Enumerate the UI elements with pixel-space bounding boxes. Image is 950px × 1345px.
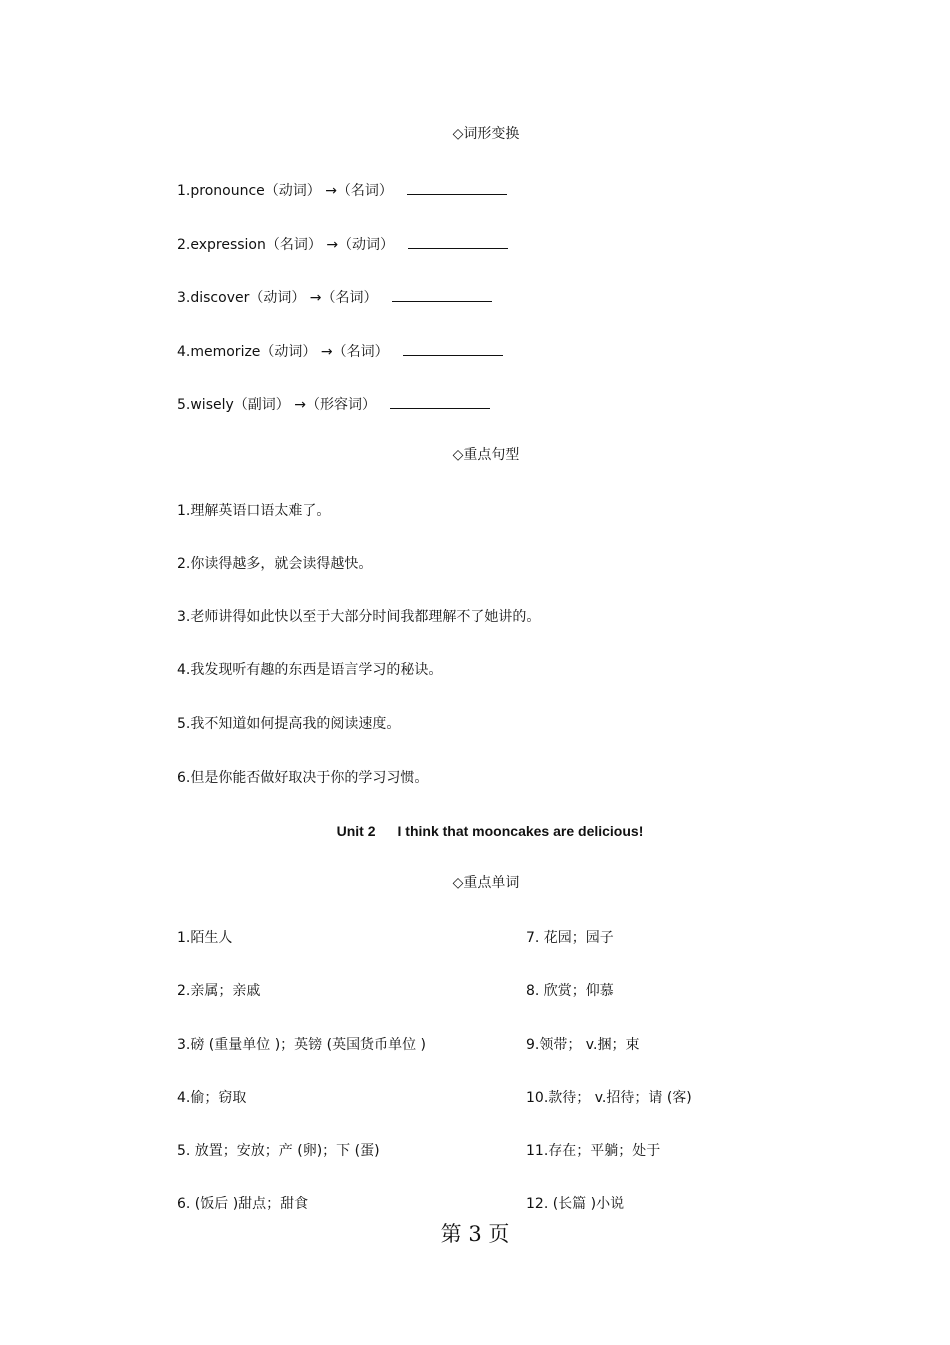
word-form-item-2	[177, 235, 508, 254]
word-form-prompt: 1.pronounce（动词） →（名词）	[177, 183, 393, 199]
vocab-item-7: 7. 花园；园子	[526, 930, 614, 946]
sentence-item-2: 2.你读得越多，就会读得越快。	[177, 556, 373, 572]
section-heading-word-forms: ◇词形变换	[452, 126, 520, 142]
page-number: 第 3 页	[440, 1222, 510, 1246]
word-form-prompt: 5.wisely（副词） →（形容词）	[177, 397, 376, 413]
unit-label: Unit 2	[336, 823, 376, 839]
vocab-item-2: 2.亲属；亲戚	[177, 983, 261, 999]
sentence-item-4: 4.我发现听有趣的东西是语言学习的秘诀。	[177, 662, 443, 678]
word-form-item-1	[177, 181, 507, 200]
vocab-item-1: 1.陌生人	[177, 930, 233, 946]
sentence-item-5: 5.我不知道如何提高我的阅读速度。	[177, 716, 401, 732]
unit-title	[0, 822, 950, 840]
word-form-prompt: 4.memorize（动词） →（名词）	[177, 344, 389, 360]
unit-name: I think that mooncakes are delicious!	[397, 823, 644, 839]
word-form-prompt: 3.discover（动词） →（名词）	[177, 290, 378, 306]
answer-blank	[408, 235, 508, 249]
sentence-item-3: 3.老师讲得如此快以至于大部分时间我都理解不了她讲的。	[177, 609, 541, 625]
vocab-item-6: 6. (饭后 )甜点；甜食	[177, 1196, 309, 1212]
section-heading-key-words: ◇重点单词	[452, 875, 520, 891]
word-form-item-5	[177, 395, 490, 414]
word-form-prompt: 2.expression（名词） →（动词）	[177, 237, 395, 253]
answer-blank	[390, 395, 490, 409]
vocab-item-3: 3.磅 (重量单位 )；英镑 (英国货币单位 )	[177, 1037, 427, 1053]
vocab-item-5: 5. 放置；安放；产 (卵)；下 (蛋)	[177, 1143, 380, 1159]
vocab-item-10: 10.款待； v.招待；请 (客)	[526, 1090, 692, 1106]
vocab-item-12: 12. (长篇 )小说	[526, 1196, 625, 1212]
answer-blank	[403, 342, 503, 356]
word-form-item-3	[177, 288, 492, 307]
sentence-item-1: 1.理解英语口语太难了。	[177, 503, 331, 519]
vocab-item-4: 4.偷；窃取	[177, 1090, 247, 1106]
vocab-item-8: 8. 欣赏；仰慕	[526, 983, 614, 999]
answer-blank	[392, 288, 492, 302]
section-heading-key-sentences: ◇重点句型	[452, 447, 520, 463]
word-form-item-4	[177, 342, 503, 361]
sentence-item-6: 6.但是你能否做好取决于你的学习习惯。	[177, 770, 429, 786]
answer-blank	[407, 181, 507, 195]
vocab-item-9: 9.领带； v.捆；束	[526, 1037, 640, 1053]
vocab-item-11: 11.存在；平躺；处于	[526, 1143, 661, 1159]
